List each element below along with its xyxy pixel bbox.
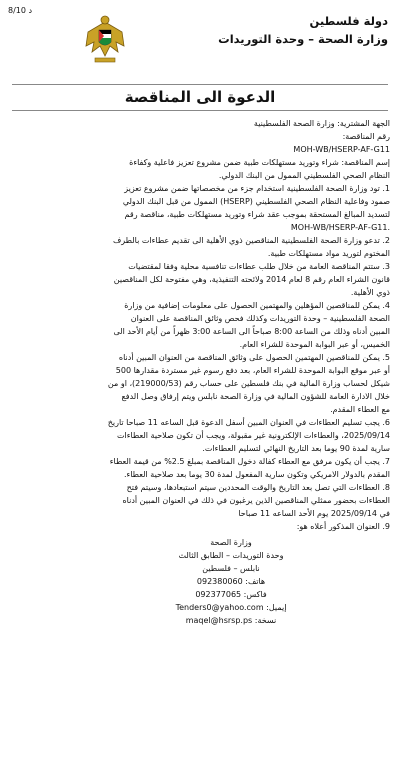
item-line: 2025/09/14، والعطاءات الإلكترونية غير مقبولة، ويجب أن تكون صلاحية العطاءات [116,431,390,440]
item-line: شيكل لحساب وزارة المالية في بنك فلسطين على حساب رقم (219000/53)، او من [107,379,390,388]
item-line: 2. تدعو وزارة الصحة الفلسطينية المناقصين ذوي الأهلية الى تقديم عطاءات بالطرف [112,236,390,245]
contact-org: وزارة الصحة [210,538,252,547]
contact-city: نابلس – فلسطين [202,564,260,573]
item-line: مع العطاء المقدم. [330,405,390,414]
item-line: العطاءات بحضور ممثلي المناقصين الذين يرغبون في ذلك في العنوان المبين أدناه [122,496,390,505]
list-item [10,481,390,520]
item-line: أو عبر موقع البوابة الموحدة للشراء العام، بعد دفع رسوم غير مستردة مقدارها 500 [115,366,390,375]
list-item [10,260,390,299]
item-line: 4. يمكن للمناقصين المؤهلين والمهتمين الحصول على معلومات إضافية من وزارة [124,301,390,310]
item-line: ذوي الأهلية. [350,288,390,297]
item-line: في 2025/09/14 يوم الأحد الساعه 11 صباحا [238,509,390,518]
item-line: المختوم لتوريد مواد مستهلكات طبية. [267,249,390,258]
item-line: MOH-WB/HSERP-AF-G11. [290,223,390,232]
item-line: 1. تود وزارة الصحة الفلسطينية استخدام جزء من مخصصاتها ضمن مشروع تعزيز [124,184,390,193]
header-text [218,14,388,46]
item-line: الخميس، أو عبر البوابة الموحدة للشراء العام. [239,340,390,349]
list-item [10,416,390,455]
announcement-body [10,117,390,627]
tender-number-label: رقم المناقصة: [342,132,390,141]
list-item [10,455,390,481]
item-line: 7. يجب أن يكون مرفق مع العطاء كفالة دخول المناقصة بمبلغ 2.5% من قيمة العطاء [109,457,390,466]
list-item [10,234,390,260]
page-title: الدعوة الى المناقصة [12,84,388,111]
state-name: دولة فلسطين [309,14,388,28]
list-item [10,299,390,351]
list-item [10,182,390,234]
item-line: لتسديد المبالغ المستحقة بموجب عقد شراء وتوريد مستهلكات طبية، مناقصة رقم [124,210,390,219]
item-line: 8. العطاءات التي تصل بعد التاريخ والوقت المحددين سيتم استبعادها، وسيتم فتح [126,483,390,492]
ministry-name: وزارة الصحة – وحدة التوريدات [218,32,388,46]
tender-name-line: إسم المناقصة: شراء وتوريد مستهلكات طبية ضمن مشروع تعزيز فاعلية وكفاءة [129,158,390,167]
contact-cc: نسخة: maqel@hsrsp.ps [185,616,277,625]
contact-phone: هاتف: 092380060 [196,577,266,586]
item-line: 6. يجب تسليم العطاءات في العنوان المبين أسفل الدعوة قبل الساعه 11 صباحا تاريخ [107,418,390,427]
item-line: خلال الادارة العامة للشؤون المالية في وزارة الصحة نابلس ويتم إرفاق وصل الدفع [121,392,390,401]
item-line: 9. العنوان المذكور أعلاه هو: [296,522,390,531]
item-line: المبين أدناه وذلك من الساعة 8:00 صباحاً الى الساعة 3:00 ظهراً من أيام الأحد الى [113,327,390,336]
item-line: قانون الشراء العام رقم 8 لعام 2014 ولائحته التنفيذية، وهي مفتوحة لكل المناقصين [113,275,390,284]
header [10,4,390,78]
item-line: صمود وفاعلية النظام الصحي الفلسطيني (HSERP) الممول من قبل البنك الدولي [122,197,390,206]
item-line: الصحة الفلسطينية – وحدة التوريدات وكذلك فحص وثائق المناقصة على العنوان [130,314,390,323]
item-line: المقدم بالدولار الامريكي وتكون سارية المفعول لمدة 30 يوما بعد صلاحية العطاء. [123,470,390,479]
contact-unit: وحدة التوريدات – الطابق الثالث [178,551,284,560]
contact-block [146,536,316,627]
item-line: 3. ستتم المناقصة العامة من خلال طلب عطاءات تنافسية محلية وفقا لمقتضيات [128,262,390,271]
buyer-line: الجهة المشترية: وزارة الصحة الفلسطينية [253,119,390,128]
item-line: 5. يمكن للمناقصين المهتمين الحصول على وثائق المناقصة من العنوان المبين أدناه [118,353,390,362]
contact-fax: فاكس: 092377065 [195,590,267,599]
item-line: سارية لمدة 90 يوما بعد التاريخ النهائي لتسليم العطاءات. [202,444,390,453]
list-item [10,520,390,533]
page-marker: 8/10 د [8,6,33,15]
tender-number: MOH-WB/HSERP-AF-G11 [293,145,390,154]
list-item [10,351,390,416]
palestine-emblem-icon [82,12,128,68]
tender-name-line: النظام الصحي الفلسطيني الممول من البنك الدولي. [218,171,390,180]
contact-email: إيميل: Tenders0@yahoo.com [175,603,287,612]
